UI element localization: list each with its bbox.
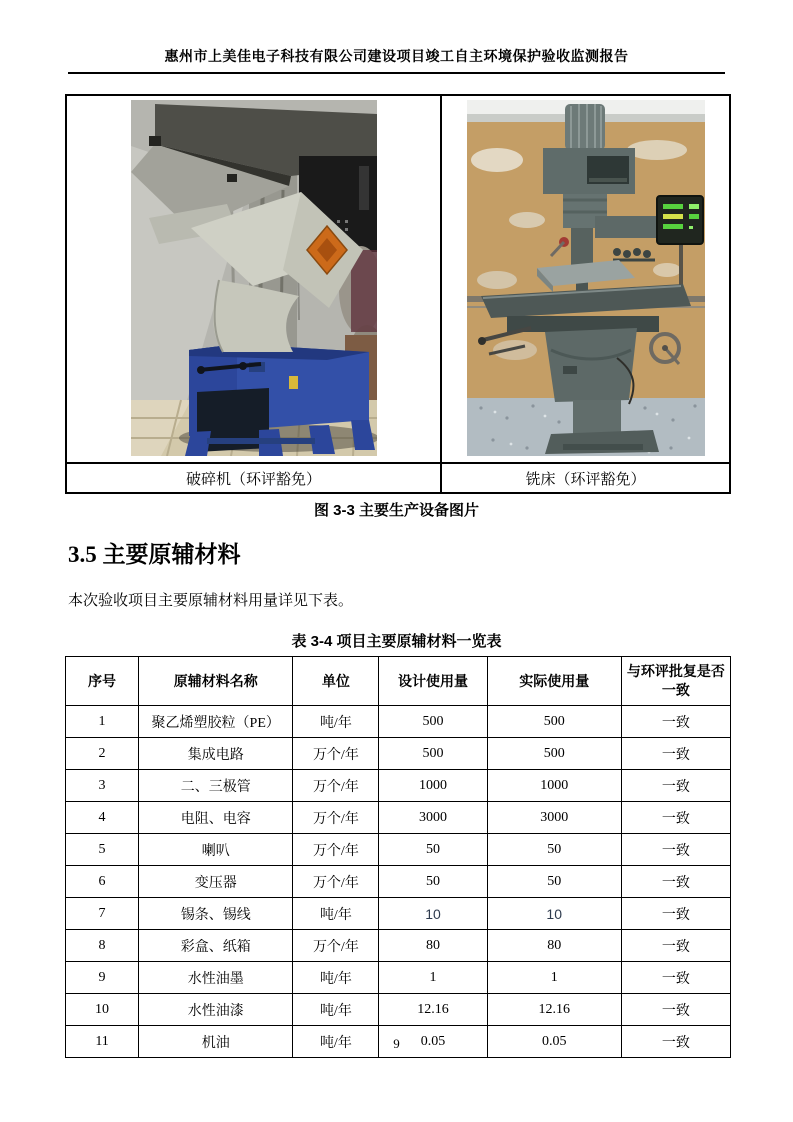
cell-index: 6 bbox=[66, 866, 139, 898]
table-row bbox=[66, 706, 731, 738]
cell-index: 7 bbox=[66, 898, 139, 930]
cell-unit: 万个/年 bbox=[293, 834, 379, 866]
cell-consistency: 一致 bbox=[621, 834, 730, 866]
cell-design: 50 bbox=[379, 834, 487, 866]
milling-machine-photo-illustration bbox=[467, 100, 705, 456]
header-divider bbox=[68, 72, 725, 74]
cell-material: 集成电路 bbox=[139, 738, 293, 770]
cell-actual: 500 bbox=[487, 706, 621, 738]
cell-index: 11 bbox=[66, 1026, 139, 1058]
cell-design: 0.05 bbox=[379, 1026, 487, 1058]
crusher-machine-photo-illustration bbox=[131, 100, 377, 456]
cell-material: 聚乙烯塑胶粒（PE） bbox=[139, 706, 293, 738]
table-row bbox=[66, 930, 731, 962]
cell-actual: 10 bbox=[487, 898, 621, 930]
cell-actual: 50 bbox=[487, 866, 621, 898]
cell-consistency: 一致 bbox=[621, 962, 730, 994]
cell-actual: 50 bbox=[487, 834, 621, 866]
cell-consistency: 一致 bbox=[621, 866, 730, 898]
cell-design: 500 bbox=[379, 706, 487, 738]
cell-unit: 万个/年 bbox=[293, 770, 379, 802]
cell-actual: 80 bbox=[487, 930, 621, 962]
right-photo-caption: 铣床（环评豁免） bbox=[441, 463, 730, 493]
col-header-index: 序号 bbox=[66, 657, 139, 706]
cell-consistency: 一致 bbox=[621, 898, 730, 930]
cell-unit: 万个/年 bbox=[293, 930, 379, 962]
cell-design: 80 bbox=[379, 930, 487, 962]
table-row bbox=[66, 834, 731, 866]
cell-actual: 12.16 bbox=[487, 994, 621, 1026]
table-row bbox=[66, 770, 731, 802]
cell-actual: 0.05 bbox=[487, 1026, 621, 1058]
cell-unit: 万个/年 bbox=[293, 802, 379, 834]
cell-unit: 吨/年 bbox=[293, 706, 379, 738]
cell-unit: 万个/年 bbox=[293, 738, 379, 770]
page-number: 9 bbox=[393, 1036, 400, 1051]
figure-caption: 图 3-3 主要生产设备图片 bbox=[313, 502, 479, 519]
cell-material: 二、三极管 bbox=[139, 770, 293, 802]
cell-consistency: 一致 bbox=[621, 930, 730, 962]
cell-material: 彩盒、纸箱 bbox=[139, 930, 293, 962]
left-photo-caption: 破碎机（环评豁免） bbox=[66, 463, 441, 493]
crusher-photo-cell bbox=[66, 95, 441, 463]
cell-actual: 3000 bbox=[487, 802, 621, 834]
col-header-actual-usage: 实际使用量 bbox=[487, 657, 621, 706]
cell-actual: 500 bbox=[487, 738, 621, 770]
cell-index: 5 bbox=[66, 834, 139, 866]
cell-design: 1000 bbox=[379, 770, 487, 802]
cell-unit: 吨/年 bbox=[293, 1026, 379, 1058]
cell-material: 变压器 bbox=[139, 866, 293, 898]
cell-material: 机油 bbox=[139, 1026, 293, 1058]
materials-table-title: 表 3-4 项目主要原辅材料一览表 bbox=[291, 633, 502, 650]
equipment-figure-table bbox=[65, 94, 731, 494]
cell-actual: 1000 bbox=[487, 770, 621, 802]
milling-machine-photo bbox=[467, 100, 705, 456]
header-title: 惠州市上美佳电子科技有限公司建设项目竣工自主环境保护验收监测报告 bbox=[164, 50, 629, 65]
table-row bbox=[66, 866, 731, 898]
cell-design: 50 bbox=[379, 866, 487, 898]
cell-material: 电阻、电容 bbox=[139, 802, 293, 834]
cell-unit: 吨/年 bbox=[293, 898, 379, 930]
cell-consistency: 一致 bbox=[621, 706, 730, 738]
col-header-unit: 单位 bbox=[293, 657, 379, 706]
cell-index: 2 bbox=[66, 738, 139, 770]
cell-design: 500 bbox=[379, 738, 487, 770]
cell-consistency: 一致 bbox=[621, 802, 730, 834]
table-row bbox=[66, 802, 731, 834]
milling-photo-cell bbox=[441, 95, 730, 463]
cell-design: 12.16 bbox=[379, 994, 487, 1026]
cell-consistency: 一致 bbox=[621, 1026, 730, 1058]
cell-consistency: 一致 bbox=[621, 994, 730, 1026]
cell-index: 9 bbox=[66, 962, 139, 994]
cell-material: 锡条、锡线 bbox=[139, 898, 293, 930]
cell-design: 10 bbox=[379, 898, 487, 930]
table-row bbox=[66, 994, 731, 1026]
table-row bbox=[66, 898, 731, 930]
cell-actual: 1 bbox=[487, 962, 621, 994]
cell-material: 水性油漆 bbox=[139, 994, 293, 1026]
cell-index: 3 bbox=[66, 770, 139, 802]
cell-unit: 吨/年 bbox=[293, 994, 379, 1026]
intro-paragraph: 本次验收项目主要原辅材料用量详见下表。 bbox=[68, 593, 354, 609]
cell-design: 3000 bbox=[379, 802, 487, 834]
table-row bbox=[66, 738, 731, 770]
cell-material: 喇叭 bbox=[139, 834, 293, 866]
cell-unit: 吨/年 bbox=[293, 962, 379, 994]
cell-index: 10 bbox=[66, 994, 139, 1026]
cell-consistency: 一致 bbox=[621, 770, 730, 802]
section-heading: 3.5 主要原辅材料 bbox=[68, 542, 241, 567]
materials-table-header-row bbox=[66, 657, 731, 706]
cell-consistency: 一致 bbox=[621, 738, 730, 770]
cell-index: 1 bbox=[66, 706, 139, 738]
cell-unit: 万个/年 bbox=[293, 866, 379, 898]
document-header bbox=[0, 0, 793, 66]
cell-index: 8 bbox=[66, 930, 139, 962]
col-header-material: 原辅材料名称 bbox=[139, 657, 293, 706]
materials-table bbox=[65, 656, 731, 1058]
crusher-photo bbox=[131, 100, 377, 456]
cell-index: 4 bbox=[66, 802, 139, 834]
cell-design: 1 bbox=[379, 962, 487, 994]
cell-material: 水性油墨 bbox=[139, 962, 293, 994]
table-row bbox=[66, 962, 731, 994]
col-header-design-usage: 设计使用量 bbox=[379, 657, 487, 706]
col-header-eia-consistency: 与环评批复是否一致 bbox=[621, 657, 730, 706]
